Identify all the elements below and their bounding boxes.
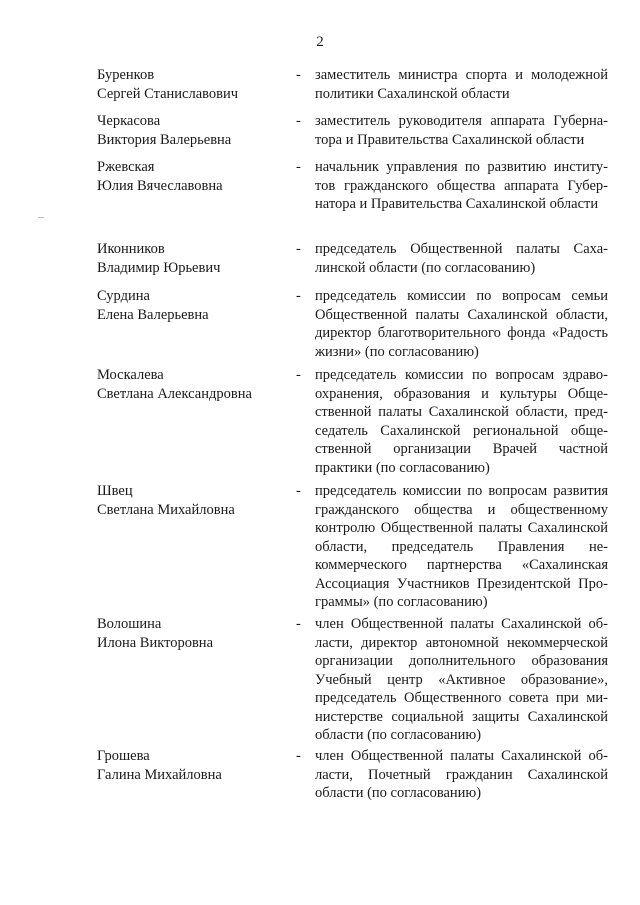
member-name bbox=[97, 158, 287, 195]
member-surname: Швец bbox=[97, 483, 133, 499]
member-given-names: Юлия Вячеславовна bbox=[97, 177, 223, 194]
member-description: начальник управления по развитию институтов гражданского общества аппарата Губернатора и Правительства Сахалинской области bbox=[315, 159, 608, 212]
member-given-names: Илона Викторовна bbox=[97, 634, 213, 651]
member-name bbox=[97, 482, 287, 519]
member-description: председатель комиссии по вопросам здравоохранения, образования и культуры Общественной палаты Сахалинской области, председатель Сахалинской региональной общественной организации Врачей частной практики (по согласованию) bbox=[315, 367, 608, 476]
member-surname: Ржевская bbox=[97, 159, 155, 175]
member-description: заместитель руководителя аппарата Губернатора и Правительства Сахалинской области bbox=[315, 113, 608, 148]
member-given-names: Елена Валерьевна bbox=[97, 306, 209, 323]
page-number: 2 bbox=[316, 34, 324, 50]
member-dash: - bbox=[296, 483, 301, 499]
member-name bbox=[97, 287, 287, 324]
member-dash: - bbox=[296, 367, 301, 383]
member-given-names: Светлана Михайловна bbox=[97, 501, 235, 518]
member-surname: Буренков bbox=[97, 67, 155, 83]
member-dash: - bbox=[296, 113, 301, 129]
member-surname: Грошева bbox=[97, 748, 150, 764]
member-given-names: Сергей Станиславович bbox=[97, 85, 239, 102]
member-dash: - bbox=[296, 288, 301, 304]
member-dash: - bbox=[296, 748, 301, 764]
member-name bbox=[97, 66, 287, 103]
member-given-names: Светлана Александровна bbox=[97, 385, 252, 402]
member-description: заместитель министра спорта и молодежной политики Сахалинской области bbox=[315, 67, 608, 102]
member-dash: - bbox=[296, 67, 301, 83]
member-surname: Москалева bbox=[97, 367, 164, 383]
member-surname: Иконников bbox=[97, 241, 165, 257]
member-description: член Общественной палаты Сахалинской области, Почетный гражданин Сахалинской области (по согласованию) bbox=[315, 748, 608, 801]
member-dash: - bbox=[296, 159, 301, 175]
member-description: председатель комиссии по вопросам семьи Общественной палаты Сахалинской области, директор благотворительного фонда «Радость жизни» (по согласованию) bbox=[315, 288, 608, 360]
member-given-names: Виктория Валерьевна bbox=[97, 131, 232, 148]
member-surname: Черкасова bbox=[97, 113, 161, 129]
member-dash: - bbox=[296, 616, 301, 632]
member-given-names: Владимир Юрьевич bbox=[97, 259, 221, 276]
member-description: председатель комиссии по вопросам развития гражданского общества и общественному контролю Общественной палаты Сахалинской области, председатель Правления некоммерческого партнерства «Сахалинская Ассоциация Участников Президентской Программы» (по согласованию) bbox=[315, 483, 608, 610]
member-name bbox=[97, 366, 287, 403]
member-given-names: Галина Михайловна bbox=[97, 766, 222, 783]
member-surname: Сурдина bbox=[97, 288, 150, 304]
member-name bbox=[97, 615, 287, 652]
member-surname: Волошина bbox=[97, 616, 162, 632]
member-name bbox=[97, 240, 287, 277]
member-name bbox=[97, 112, 287, 149]
member-name bbox=[97, 747, 287, 784]
member-dash: - bbox=[296, 241, 301, 257]
member-description: член Общественной палаты Сахалинской области, директор автономной некоммерческой организации дополнительного образования Учебный центр «Активное образование», председатель Общественного совета при министерстве социальной защиты Сахалинской области (по согласованию) bbox=[315, 616, 608, 743]
member-description: председатель Общественной палаты Сахалинской области (по согласованию) bbox=[315, 241, 608, 276]
